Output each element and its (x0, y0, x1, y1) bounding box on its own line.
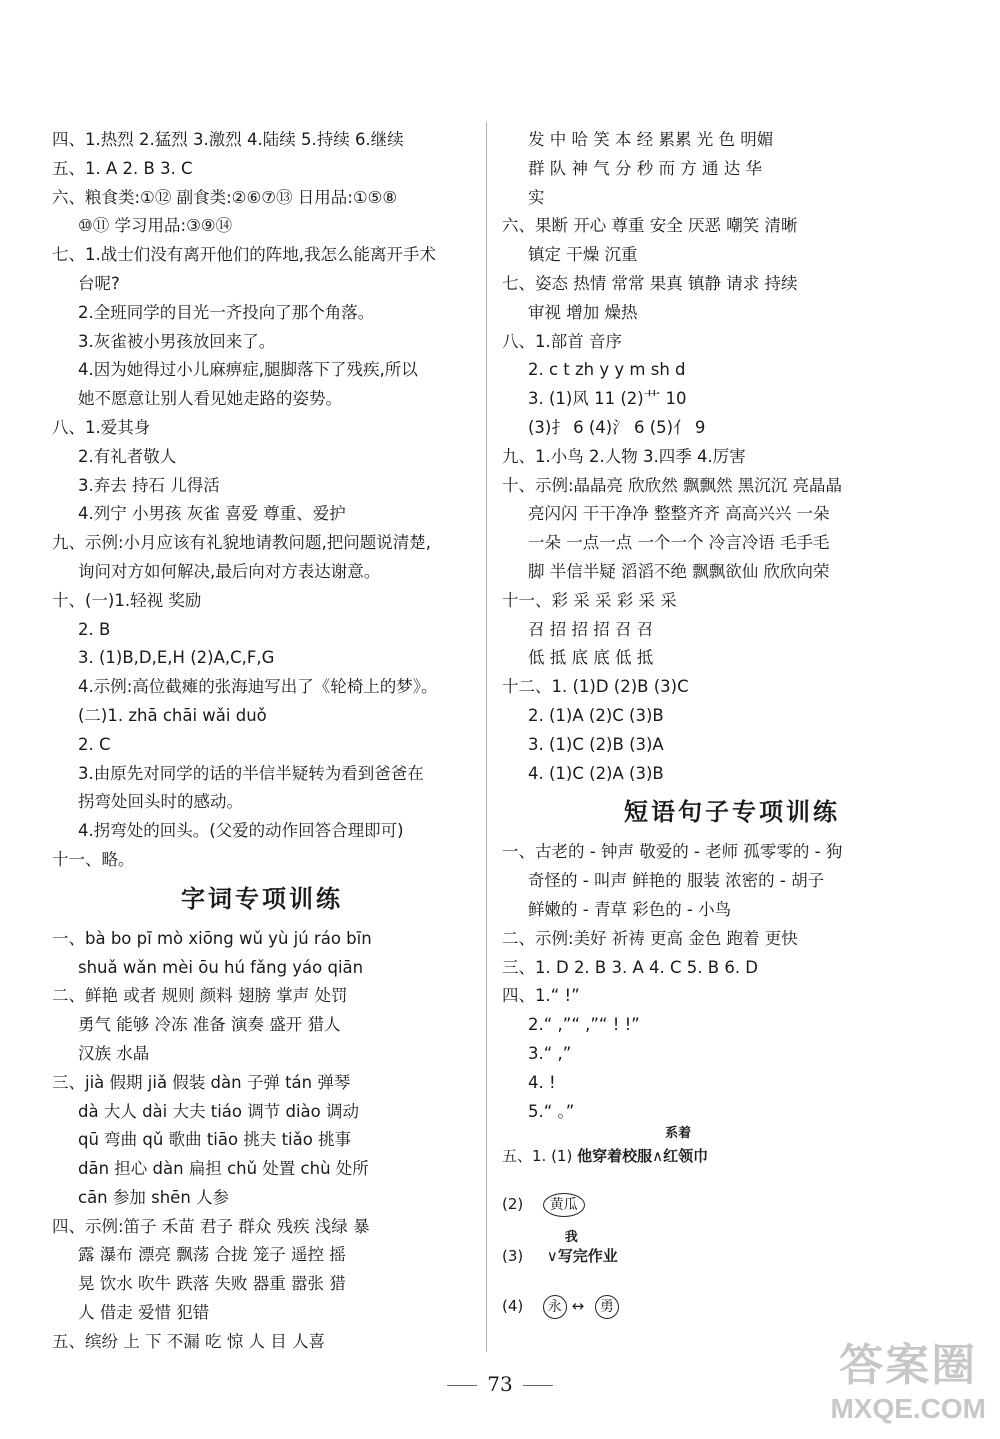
right-line: 八、1.部首 音序 (502, 331, 622, 351)
left-line: 2. B (78, 619, 111, 639)
left-column (52, 126, 472, 1357)
left-line: 拐弯处回头时的感动。 (78, 792, 243, 812)
right-line: 鲜嫩的 - 青草 彩色的 - 小鸟 (528, 899, 732, 919)
left-line: 四、1.热烈 2.猛烈 3.激烈 4.陆续 5.持续 6.继续 (52, 130, 404, 149)
watermark-url: MXQE.COM (830, 1393, 986, 1424)
right-line: 低 抵 底 底 低 抵 (528, 648, 654, 668)
left-line: ⑩⑪ 学习用品:③⑨⑭ (78, 216, 233, 236)
left-line: 六、粮食类:①⑫ 副食类:②⑥⑦⑬ 日用品:①⑤⑧ (52, 187, 398, 207)
right-line: 脚 半信半疑 滔滔不绝 飘飘欲仙 欣欣向荣 (528, 561, 830, 581)
left-line: 一、bà bo pī mò xiōng wǔ yù jú ráo bīn (52, 928, 372, 948)
left-line: 五、缤纷 上 下 不漏 吃 惊 人 目 人喜 (52, 1331, 325, 1351)
left-line: 九、示例:小月应该有礼貌地请教问题,把问题说清楚, (52, 533, 432, 553)
left-line: dà 大人 dài 大夫 tiáo 调节 diào 调动 (78, 1101, 359, 1121)
left-line: 三、jià 假期 jiǎ 假装 dàn 子弹 tán 弹琴 (52, 1072, 351, 1092)
left-line: 二、鲜艳 或者 规则 颜料 翅膀 掌声 处罚 (52, 986, 348, 1006)
left-line: cān 参加 shēn 人参 (78, 1187, 230, 1207)
diagram-mark-1: 系着 (665, 1126, 692, 1142)
column-divider (486, 122, 487, 1352)
left-line: 3.由原先对同学的话的半信半疑转为看到爸爸在 (78, 763, 424, 783)
diagram-q5-label: 五、1. (1) (502, 1147, 573, 1166)
left-line: dān 担心 dàn 扁担 chǔ 处置 chù 处所 (78, 1159, 369, 1179)
circled-word-cucumber: 黄瓜 (543, 1193, 585, 1217)
left-line: 4.因为她得过小儿麻痹症,腿脚落下了残疾,所以 (78, 360, 418, 380)
section-heading: 字词专项训练 (181, 884, 343, 913)
page-dash-right (523, 1385, 553, 1386)
watermark (830, 1329, 986, 1425)
right-line: 十、示例:晶晶亮 欣欣然 飘飘然 黑沉沉 亮晶晶 (502, 475, 843, 495)
right-line: 二、示例:美好 祈祷 更高 金色 跑着 更快 (502, 928, 798, 948)
section-heading: 短语句子专项训练 (624, 798, 840, 827)
left-line: 3. (1)B,D,E,H (2)A,C,F,G (78, 648, 275, 668)
right-line: 六、果断 开心 尊重 安全 厌恶 嘲笑 清晰 (502, 216, 798, 236)
left-line: 4.拐弯处的回头。(父爱的动作回答合理即可) (78, 821, 404, 841)
left-line: 2.全班同学的目光一齐投向了那个角落。 (78, 302, 375, 322)
right-line: 一、古老的 - 钟声 敬爱的 - 老师 孤零零的 - 狗 (502, 842, 843, 862)
left-line: 汉族 水晶 (78, 1043, 150, 1063)
left-line: 十一、略。 (52, 849, 135, 869)
left-line: 八、1.爱其身 (52, 417, 151, 437)
left-line: 十、(一)1.轻视 奖励 (52, 590, 202, 610)
caret-mark-3: ∨ (546, 1247, 558, 1266)
caret-mark: ∧ (652, 1147, 664, 1166)
right-line: 2. c t zh y y m sh d (528, 360, 686, 380)
left-line: 3.灰雀被小男孩放回来了。 (78, 331, 276, 351)
right-line: 实 (528, 187, 545, 207)
left-line: 勇气 能够 冷冻 准备 演奏 盛开 猎人 (78, 1015, 341, 1035)
right-line: 群 队 神 气 分 秒 而 方 通 达 华 (528, 158, 762, 178)
left-line: 4.列宁 小男孩 灰雀 喜爱 尊重、爱护 (78, 504, 346, 524)
diagram-mark-3: 我 (564, 1230, 578, 1246)
diagram-row-3 (502, 1230, 962, 1276)
diagram-label-3: (3) (502, 1247, 524, 1266)
right-line: 4. ! (528, 1072, 556, 1092)
circled-char-yong2: 勇 (595, 1295, 619, 1319)
left-line: 晃 饮水 吹牛 跌落 失败 器重 嚣张 猎 (78, 1274, 346, 1294)
diagram-label-4: (4) (502, 1297, 524, 1316)
left-line: 询问对方如何解决,最后向对方表达谢意。 (78, 561, 381, 581)
left-line: 3.弃去 持石 儿得活 (78, 475, 220, 495)
left-line: 她不愿意让别人看见她走路的姿势。 (78, 389, 342, 409)
left-line: 七、1.战士们没有离开他们的阵地,我怎么能离开手术 (52, 245, 436, 265)
right-line: 审视 增加 燥热 (528, 302, 638, 322)
left-line: 4.示例:高位截瘫的张海迪写出了《轮椅上的梦》。 (78, 677, 438, 697)
right-line: 七、姿态 热情 常常 果真 镇静 请求 持续 (502, 273, 798, 293)
right-line: 2.“ ,”“ ,”“ ! !” (528, 1015, 640, 1035)
right-line: 四、1.“ !” (502, 986, 580, 1006)
page-dash-left (447, 1385, 477, 1386)
right-line: 发 中 哈 笑 本 经 累累 光 色 明媚 (528, 130, 774, 149)
right-line: 三、1. D 2. B 3. A 4. C 5. B 6. D (502, 957, 759, 977)
right-line: 十二、1. (1)D (2)B (3)C (502, 677, 689, 697)
right-line: 十一、彩 采 采 彩 采 采 (502, 590, 677, 610)
right-line: 3.“ ,” (528, 1043, 572, 1063)
right-line: 九、1.小鸟 2.人物 3.四季 4.厉害 (502, 446, 746, 466)
left-line: 台呢? (78, 273, 120, 293)
left-line: 露 瀑布 漂亮 飘荡 合拢 笼子 遥控 摇 (78, 1245, 346, 1265)
left-line: 五、1. A 2. B 3. C (52, 158, 193, 178)
left-line: (二)1. zhā chāi wǎi duǒ (78, 705, 267, 725)
diagram-text-3: 写完作业 (557, 1247, 618, 1266)
left-line: shuǎ wǎn mèi ōu hú fǎng yáo qiān (78, 957, 364, 977)
diagram-text-1b: 红领巾 (663, 1147, 709, 1166)
swap-arrow: ↔ (571, 1297, 585, 1316)
left-line: 2. C (78, 734, 111, 754)
diagram-label-2: (2) (502, 1195, 524, 1214)
q5-diagram (502, 1126, 962, 1326)
right-column (502, 126, 962, 1326)
right-line: 镇定 干燥 沉重 (528, 245, 638, 265)
right-line: (3)扌 6 (4)氵 6 (5)亻 9 (528, 417, 706, 437)
watermark-logo: 答案圈 (839, 1340, 978, 1391)
right-line: 5.“ 。” (528, 1101, 575, 1121)
right-line: 召 招 招 招 召 召 (528, 619, 654, 639)
page-number-text: 73 (487, 1372, 513, 1396)
right-line: 奇怪的 - 叫声 鲜艳的 服装 浓密的 - 胡子 (528, 871, 825, 891)
left-line: 四、示例:笛子 禾苗 君子 群众 残疾 浅绿 暴 (52, 1216, 370, 1236)
left-line: 人 借走 爱惜 犯错 (78, 1303, 210, 1323)
diagram-row-1 (502, 1126, 962, 1176)
diagram-row-4 (502, 1286, 962, 1326)
left-line: qū 弯曲 qǔ 歌曲 tiāo 挑夫 tiǎo 挑事 (78, 1130, 352, 1150)
right-line: 4. (1)C (2)A (3)B (528, 763, 664, 783)
right-line: 亮闪闪 干干净净 整整齐齐 高高兴兴 一朵 (528, 504, 830, 524)
right-line: 2. (1)A (2)C (3)B (528, 705, 664, 725)
right-line: 一朵 一点一点 一个一个 冷言冷语 毛手毛 (528, 533, 830, 553)
circled-char-yong1: 永 (543, 1295, 567, 1319)
right-line: 3. (1)风 11 (2)艹 10 (528, 389, 687, 409)
right-line: 3. (1)C (2)B (3)A (528, 734, 664, 754)
left-line: 2.有礼者敬人 (78, 446, 177, 466)
diagram-text-1: 他穿着校服 (577, 1147, 653, 1166)
